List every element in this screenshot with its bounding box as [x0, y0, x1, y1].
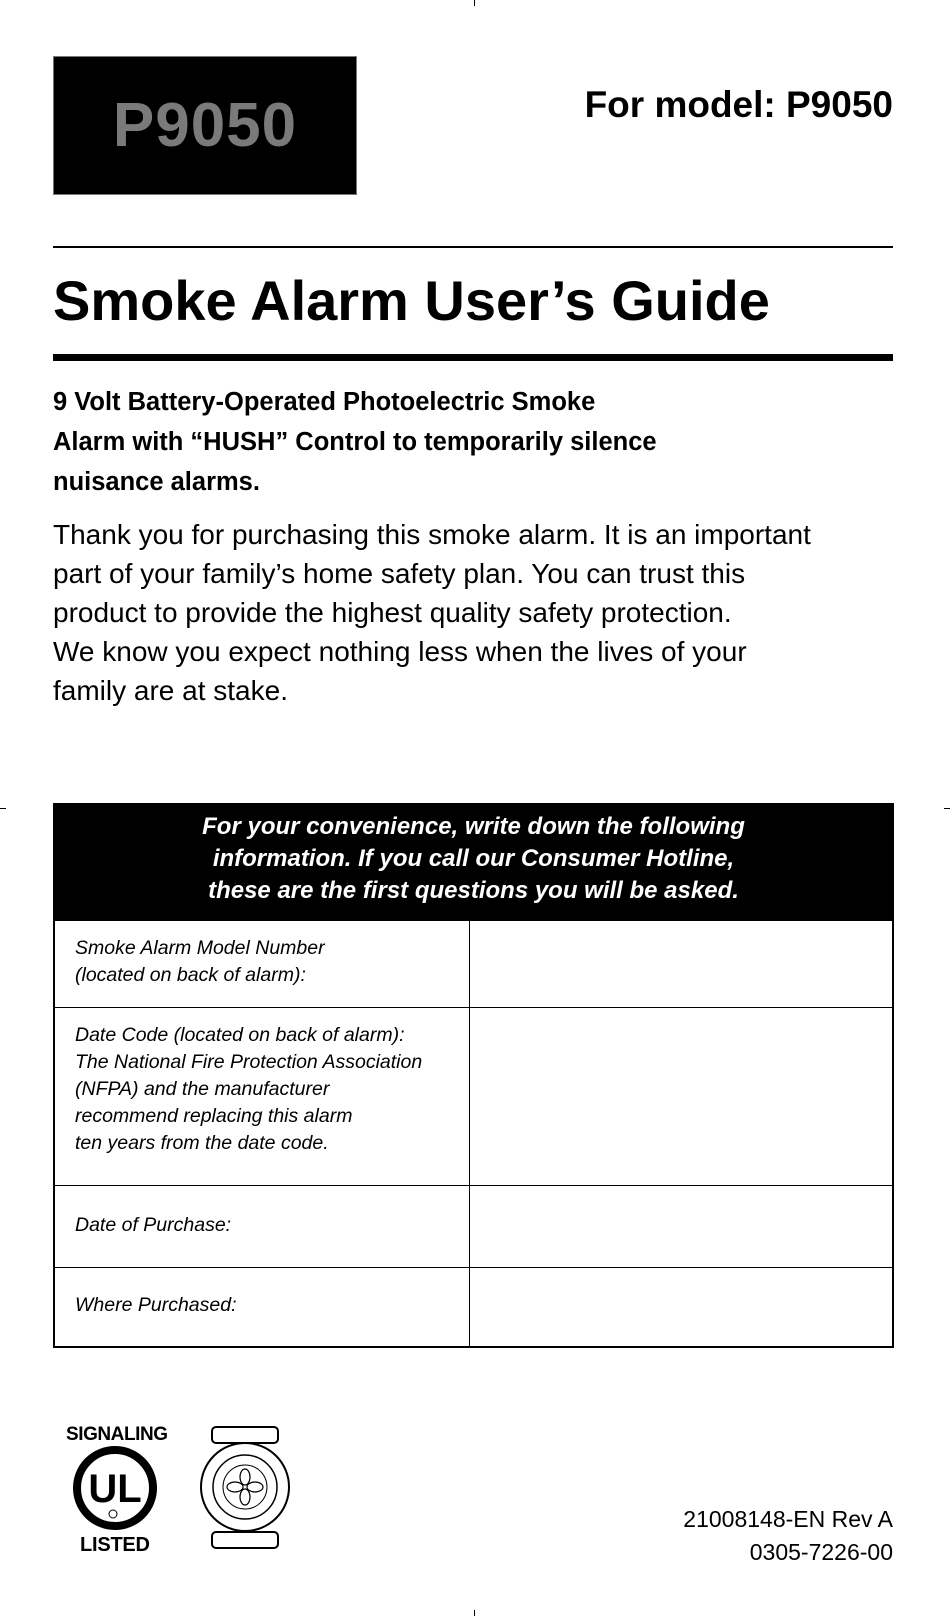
info-table: [53, 803, 894, 1348]
svg-text:UL: UL: [88, 1467, 142, 1511]
row-label: [55, 921, 470, 1007]
divider-thick: [53, 354, 893, 361]
doc-number: 21008148-EN Rev A: [683, 1506, 893, 1532]
intro-paragraph: [53, 515, 903, 710]
header-line: these are the first questions you will be asked.: [208, 877, 739, 904]
label-line: Smoke Alarm Model Number: [75, 937, 325, 959]
header-line: information. If you call our Consumer Hotline,: [212, 845, 735, 872]
registered-mark-icon: [109, 1510, 117, 1518]
label-line: (located on back of alarm):: [75, 964, 306, 986]
csfm-seal-logo: [198, 1425, 293, 1550]
label-line: ten years from the date code.: [75, 1132, 329, 1154]
label-line: (NFPA) and the manufacturer: [75, 1078, 330, 1100]
document-codes: [683, 1503, 893, 1569]
divider: [53, 246, 893, 248]
intro-line: Thank you for purchasing this smoke alarm. It is an important: [53, 519, 811, 550]
table-row-date-of-purchase: [55, 1185, 892, 1267]
row-label: [55, 1008, 470, 1185]
date-of-purchase-field[interactable]: [470, 1186, 892, 1267]
table-row-date-code: [55, 1007, 892, 1185]
subtitle-line: Alarm with “HUSH” Control to temporarily silence: [53, 428, 657, 456]
header-line: For your convenience, write down the following: [202, 813, 745, 840]
model-badge: [53, 56, 357, 195]
for-model-label: For model: P9050: [584, 84, 893, 125]
crop-mark: [474, 1610, 475, 1616]
row-label: [55, 1268, 470, 1347]
intro-line: product to provide the highest quality safety protection.: [53, 597, 732, 628]
label-line: Date Code (located on back of alarm):: [75, 1024, 405, 1046]
info-table-header: [55, 805, 892, 920]
intro-line: family are at stake.: [53, 675, 288, 706]
model-number-field[interactable]: [470, 921, 892, 1007]
subtitle-line: nuisance alarms.: [53, 468, 260, 496]
label-line: The National Fire Protection Association: [75, 1051, 423, 1073]
where-purchased-field[interactable]: [470, 1268, 892, 1347]
label-line: recommend replacing this alarm: [75, 1105, 353, 1127]
label-line: Date of Purchase:: [75, 1214, 232, 1236]
crop-mark: [474, 0, 475, 6]
crop-mark: [0, 808, 6, 809]
table-row-model-number: [55, 920, 892, 1007]
ul-listed-logo: [60, 1420, 175, 1560]
subtitle: [53, 382, 893, 502]
svg-text:SIGNALING: SIGNALING: [66, 1424, 168, 1445]
model-badge-text: P9050: [112, 91, 298, 160]
part-number: 0305-7226-00: [749, 1539, 893, 1565]
crop-mark: [944, 808, 950, 809]
svg-text:LISTED: LISTED: [80, 1534, 150, 1556]
row-label: [55, 1186, 470, 1267]
page-title: Smoke Alarm User’s Guide: [53, 269, 770, 332]
table-row-where-purchased: [55, 1267, 892, 1347]
label-line: Where Purchased:: [75, 1294, 237, 1316]
intro-line: part of your family’s home safety plan. You can trust this: [53, 558, 746, 589]
date-code-field[interactable]: [470, 1008, 892, 1185]
subtitle-line: 9 Volt Battery-Operated Photoelectric Smoke: [53, 388, 596, 416]
intro-line: We know you expect nothing less when the lives of your: [53, 636, 747, 667]
